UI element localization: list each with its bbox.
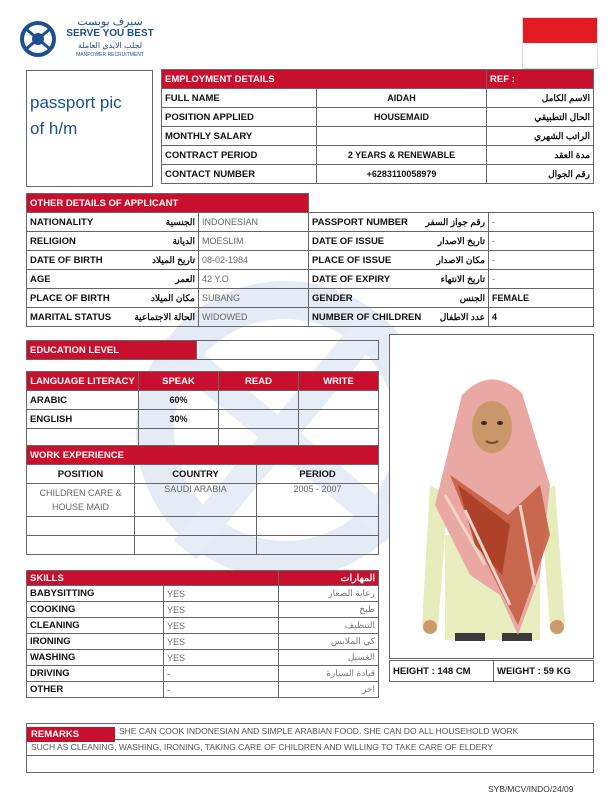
table-row [162, 165, 594, 184]
age-ar: العمر [175, 273, 195, 284]
passport-pic-line2: of h/m [30, 119, 78, 138]
table-row [27, 391, 379, 410]
remarks-box [26, 723, 594, 773]
logo-name: SERVE YOU BEST [66, 28, 154, 39]
remarks-line1: SHE CAN COOK INDONESIAN AND SIMPLE ARABIAN FOOD. SHE CAN DO ALL HOUSEHOLD WORK [119, 726, 519, 736]
skill-other-value: - [164, 682, 279, 698]
skill-washing-ar: الغسيل [279, 650, 379, 666]
gender-ar: الجنس [459, 292, 485, 303]
position-label: POSITION APPLIED [162, 108, 317, 127]
table-row [27, 213, 594, 232]
skills-header: SKILLS [27, 571, 279, 586]
write-value [299, 410, 379, 429]
table-row [27, 517, 379, 536]
footer-code: SYB/MCV/INDO/24/09 [488, 784, 574, 794]
skill-cleaning-label: CLEANING [27, 618, 164, 634]
skill-ironing-value: YES [164, 634, 279, 650]
applicant-details-table [26, 193, 594, 327]
ref-label: REF : [487, 70, 594, 89]
logo-sub: MANPOWER RECRUITMENT [76, 52, 144, 58]
skills-table [26, 570, 379, 698]
language-table [26, 371, 379, 448]
table-row [162, 146, 594, 165]
skill-cleaning-value: YES [164, 618, 279, 634]
skill-babysitting-ar: رعاية الصغار [279, 586, 379, 602]
religion-ar: الديانة [172, 235, 195, 246]
position-ar: الحال التطبيقي [487, 108, 594, 127]
table-row [27, 634, 379, 650]
work-position-line2: HOUSE MAID [51, 502, 109, 512]
education-table [26, 340, 379, 360]
passport-number-label: PASSPORT NUMBER [312, 216, 408, 228]
remarks-line2: SUCH AS CLEANING, WASHING, IRONING, TAKING CARE OF CHILDREN AND WILLING TO TAKE CARE OF ELDERY [27, 740, 593, 756]
contract-value: 2 YEARS & RENEWABLE [317, 146, 487, 165]
company-logo [20, 15, 160, 65]
full-name-value: AIDAH [317, 89, 487, 108]
table-row [27, 682, 379, 698]
skill-driving-label: DRIVING [27, 666, 164, 682]
place-of-birth-ar: مكان الميلاد [150, 292, 195, 303]
skill-washing-label: WASHING [27, 650, 164, 666]
employment-details-table [161, 69, 594, 184]
skill-cleaning-ar: التنظيف [279, 618, 379, 634]
marital-status-ar: الحالة الاجتماعية [134, 311, 195, 322]
skill-other-label: OTHER [27, 682, 164, 698]
table-row [27, 270, 594, 289]
date-of-issue-label: DATE OF ISSUE [312, 235, 385, 247]
skill-washing-value: YES [164, 650, 279, 666]
gender-value: FEMALE [489, 289, 594, 308]
place-of-issue-value: - [489, 251, 594, 270]
skill-other-ar: اخر [279, 682, 379, 698]
indonesia-flag [522, 17, 598, 69]
dob-value: 08-02-1984 [199, 251, 309, 270]
date-of-expiry-ar: تاريخ الانتهاء [440, 273, 485, 284]
physical-table [389, 660, 594, 682]
nationality-label: NATIONALITY [30, 216, 94, 228]
table-row [27, 484, 379, 517]
write-header: WRITE [299, 372, 379, 391]
period-col-header: PERIOD [257, 465, 379, 484]
date-of-issue-value: - [489, 232, 594, 251]
read-header: READ [219, 372, 299, 391]
contract-ar: مدة العقد [487, 146, 594, 165]
contact-value: +6283110058979 [317, 165, 487, 184]
contact-label: CONTACT NUMBER [162, 165, 317, 184]
nationality-ar: الجنسية [165, 216, 195, 227]
dob-ar: تاريخ الميلاد [152, 254, 195, 265]
remarks-header: REMARKS [27, 727, 115, 742]
table-row [27, 602, 379, 618]
contract-label: CONTRACT PERIOD [162, 146, 317, 165]
salary-ar: الراتب الشهري [487, 127, 594, 146]
full-body-photo [389, 334, 594, 659]
skill-babysitting-value: YES [164, 586, 279, 602]
contact-ar: رقم الجوال [487, 165, 594, 184]
table-row [27, 618, 379, 634]
religion-label: RELIGION [30, 235, 76, 247]
passport-pic-line1: passport pic [30, 93, 122, 112]
religion-value: MOESLIM [199, 232, 309, 251]
full-name-ar: الاسم الكامل [487, 89, 594, 108]
table-row [27, 650, 379, 666]
age-label: AGE [30, 273, 51, 285]
language-name: ARABIC [27, 391, 139, 410]
work-header: WORK EXPERIENCE [27, 446, 379, 465]
logo-arabic-sub: لجلب الايدي العاملة [77, 41, 143, 50]
passport-number-ar: رقم جواز السفر [425, 216, 485, 227]
salary-label: MONTHLY SALARY [162, 127, 317, 146]
salary-value [317, 127, 487, 146]
age-value: 42 Y.O [199, 270, 309, 289]
table-row [27, 666, 379, 682]
date-of-expiry-value: - [489, 270, 594, 289]
table-row [27, 232, 594, 251]
country-col-header: COUNTRY [135, 465, 257, 484]
children-ar: عدد الاطفال [439, 311, 485, 322]
height-value: HEIGHT : 148 CM [390, 661, 494, 682]
table-row [162, 89, 594, 108]
table-row [27, 410, 379, 429]
passport-number-value: - [489, 213, 594, 232]
table-row [27, 308, 594, 327]
language-name: ENGLISH [27, 410, 139, 429]
position-col-header: POSITION [27, 465, 135, 484]
work-experience-table [26, 445, 379, 555]
table-row [27, 251, 594, 270]
work-position-line1: CHILDREN CARE & [39, 488, 122, 498]
write-value [299, 391, 379, 410]
table-row [27, 586, 379, 602]
employment-header: EMPLOYMENT DETAILS [162, 70, 487, 89]
work-period: 2005 - 2007 [257, 484, 379, 517]
logo-emblem-icon [20, 19, 56, 59]
language-header: LANGUAGE LITERACY [27, 372, 139, 391]
applicant-photo-icon [390, 335, 593, 658]
weight-value: WEIGHT : 59 KG [494, 661, 594, 682]
position-value: HOUSEMAID [317, 108, 487, 127]
children-label: NUMBER OF CHILDREN [312, 311, 422, 323]
skill-cooking-value: YES [164, 602, 279, 618]
skill-babysitting-label: BABYSITTING [27, 586, 164, 602]
dob-label: DATE OF BIRTH [30, 254, 103, 266]
skills-header-ar: المهارات [279, 571, 379, 586]
skill-driving-ar: قيادة السيارة [279, 666, 379, 682]
place-of-issue-ar: مكان الاصدار [436, 254, 485, 265]
place-of-birth-value: SUBANG [199, 289, 309, 308]
skill-ironing-label: IRONING [27, 634, 164, 650]
skill-ironing-ar: كي الملابس [279, 634, 379, 650]
skill-cooking-ar: طبخ [279, 602, 379, 618]
education-value [197, 341, 379, 360]
passport-photo-box [26, 70, 153, 187]
marital-status-value: WIDOWED [199, 308, 309, 327]
date-of-expiry-label: DATE OF EXPIRY [312, 273, 391, 285]
skill-driving-value: - [164, 666, 279, 682]
table-row [27, 289, 594, 308]
place-of-issue-label: PLACE OF ISSUE [312, 254, 392, 266]
nationality-value: INDONESIAN [199, 213, 309, 232]
children-value: 4 [489, 308, 594, 327]
skill-cooking-label: COOKING [27, 602, 164, 618]
read-value [219, 410, 299, 429]
table-row [162, 127, 594, 146]
place-of-birth-label: PLACE OF BIRTH [30, 292, 110, 304]
education-header: EDUCATION LEVEL [27, 341, 197, 360]
marital-status-label: MARITAL STATUS [30, 311, 112, 323]
table-row [162, 108, 594, 127]
table-row [27, 536, 379, 555]
gender-label: GENDER [312, 292, 353, 304]
speak-header: SPEAK [139, 372, 219, 391]
full-name-label: FULL NAME [162, 89, 317, 108]
work-country: SAUDI ARABIA [135, 484, 257, 517]
logo-arabic-name: سيرف يوبست [77, 16, 143, 28]
speak-value: 30% [139, 410, 219, 429]
applicant-header: OTHER DETAILS OF APPLICANT [27, 194, 309, 213]
read-value [219, 391, 299, 410]
date-of-issue-ar: تاريخ الاصدار [437, 235, 485, 246]
speak-value: 60% [139, 391, 219, 410]
